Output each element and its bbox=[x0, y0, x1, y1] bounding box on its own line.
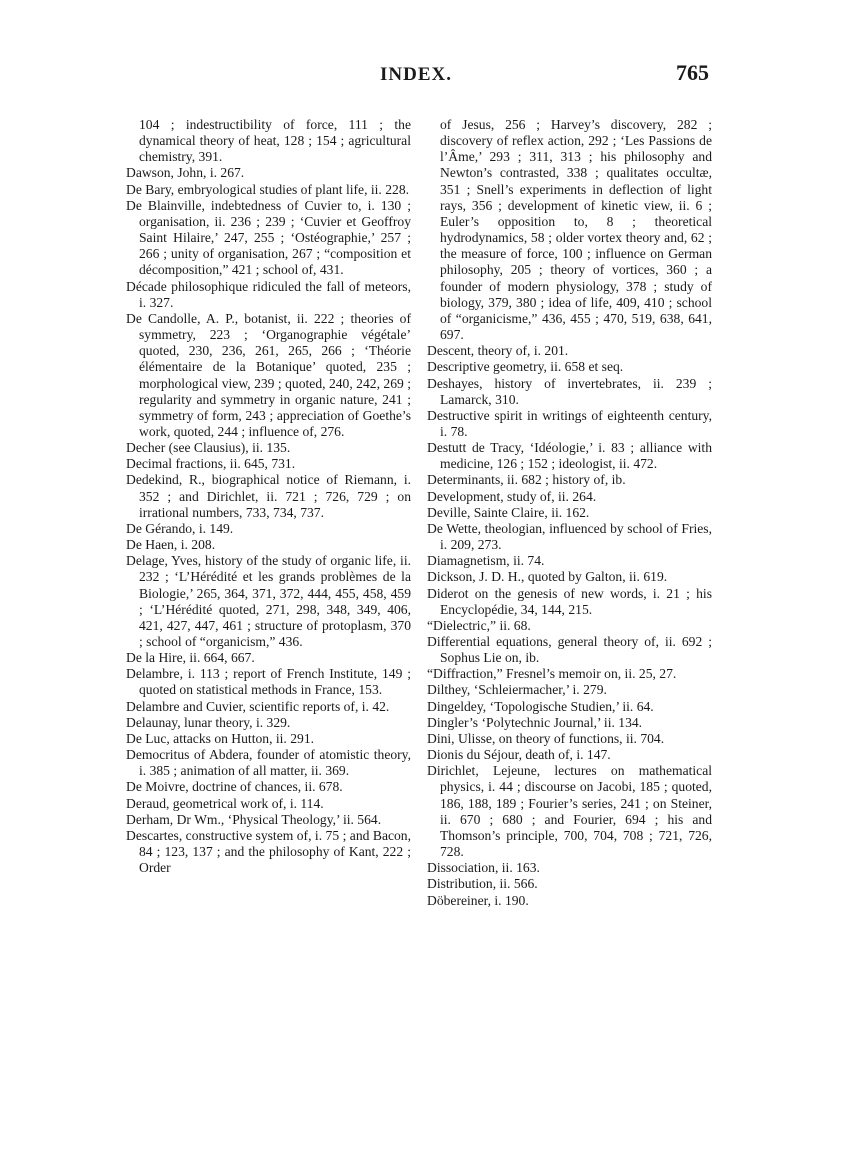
index-entry: Deville, Sainte Claire, ii. 162. bbox=[427, 504, 590, 520]
index-entry: Descriptive geometry, ii. 658 et seq. bbox=[427, 359, 624, 375]
index-entry: Delambre and Cuvier, scientific reports of, i. 42. bbox=[126, 698, 390, 714]
index-column-right bbox=[427, 117, 712, 909]
index-entry: Diamagnetism, ii. 74. bbox=[427, 553, 545, 569]
index-entry: Derham, Dr Wm., ‘Physical Theology,’ ii. 564. bbox=[126, 811, 382, 827]
index-entry: of Jesus, 256 ; Harvey’s discovery, 282 ; discovery of reflex action, 292 ; ‘Les Passions de l’Âme,’ 293 ; 311, 313 ; his philosophy and Newton’s contrasted, 338 ; qualitates occultæ, 351 ; Snell’s experiments in deflection of light rays, 356 ; development of kinetic view, ii. 6 ; Euler’s opposition to, 8 ; theoretical hydrodynamics, 58 ; older vortex theory and, 62 ; the measure of force, 100 ; influence on German philosophy, 205 ; theory of vortices, 360 ; a founder of modern physiology, 378 ; study of biology, 379, 380 ; idea of life, 409, 410 ; school of “organicisme,” 436, 455 ; 470, 519, 638, 641, 697. bbox=[440, 117, 712, 343]
index-entry: Delaunay, lunar theory, i. 329. bbox=[126, 714, 291, 730]
page-number: 765 bbox=[676, 60, 709, 85]
index-entry: Destructive spirit in writings of eighteenth century, i. 78. bbox=[427, 407, 712, 439]
index-entry: Descent, theory of, i. 201. bbox=[427, 343, 569, 359]
index-entry: Delage, Yves, history of the study of organic life, ii. 232 ; ‘L’Hérédité et les grands problèmes de la Biologie,’ 265, 364, 371, 372, 444, 455, 458, 459 ; ‘L’Hérédité quoted, 271, 298, 348, 349, 406, 421, 427, 447, 461 ; structure of protoplasm, 370 ; school of “organicism,” 436. bbox=[126, 553, 411, 649]
index-entry: Dingler’s ‘Polytechnic Journal,’ ii. 134. bbox=[427, 714, 643, 730]
index-entry: Distribution, ii. 566. bbox=[427, 876, 538, 892]
index-entry: Differential equations, general theory of, ii. 692 ; Sophus Lie on, ib. bbox=[427, 634, 712, 666]
index-entry: Dilthey, ‘Schleiermacher,’ i. 279. bbox=[427, 682, 607, 698]
index-entry: Diderot on the genesis of new words, i. 21 ; his Encyclopédie, 34, 144, 215. bbox=[427, 585, 712, 617]
index-entry: Democritus of Abdera, founder of atomistic theory, i. 385 ; animation of all matter, ii. 369. bbox=[126, 747, 411, 779]
page-title: INDEX. bbox=[380, 64, 452, 85]
index-entry: Development, study of, ii. 264. bbox=[427, 488, 597, 504]
index-entry: Destutt de Tracy, ‘Idéologie,’ i. 83 ; alliance with medicine, 126 ; 152 ; ideologist, ii. 472. bbox=[427, 440, 712, 472]
index-entry: De Luc, attacks on Hutton, ii. 291. bbox=[126, 730, 315, 746]
index-entry: Determinants, ii. 682 ; history of, ib. bbox=[427, 472, 626, 488]
index-entry: 104 ; indestructibility of force, 111 ; the dynamical theory of heat, 128 ; 154 ; agricultural chemistry, 391. bbox=[139, 117, 411, 165]
index-entry: Decimal fractions, ii. 645, 731. bbox=[126, 456, 296, 472]
index-entry: Décade philosophique ridiculed the fall of meteors, i. 327. bbox=[126, 278, 411, 310]
index-entry: Descartes, constructive system of, i. 75 ; and Bacon, 84 ; 123, 137 ; and the philosophy of Kant, 222 ; Order bbox=[126, 827, 411, 876]
index-entry: “Dielectric,” ii. 68. bbox=[427, 617, 531, 633]
index-entry: Deraud, geometrical work of, i. 114. bbox=[126, 795, 324, 811]
index-entry: De Blainville, indebtedness of Cuvier to, i. 130 ; organisation, ii. 236 ; 239 ; ‘Cuvier et Geoffroy Saint Hilaire,’ 247, 255 ; ‘Ostéographie,’ 257 ; 266 ; unity of organisation, 267 ; “composition et décomposition,” 421 ; school of, 431. bbox=[126, 197, 411, 278]
index-entry: “Diffraction,” Fresnel’s memoir on, ii. 25, 27. bbox=[427, 666, 677, 682]
index-column-left bbox=[126, 117, 411, 876]
index-entry: Dedekind, R., biographical notice of Riemann, i. 352 ; and Dirichlet, ii. 721 ; 726, 729 ; on irrational numbers, 733, 734, 737. bbox=[126, 472, 411, 520]
index-entry: Dionis du Séjour, death of, i. 147. bbox=[427, 747, 611, 763]
index-entry: Dickson, J. D. H., quoted by Galton, ii. 619. bbox=[427, 569, 668, 585]
index-entry: De Haen, i. 208. bbox=[126, 537, 216, 553]
index-entry: Döbereiner, i. 190. bbox=[427, 892, 529, 908]
index-entry: Deshayes, history of invertebrates, ii. 239 ; Lamarck, 310. bbox=[427, 375, 712, 407]
index-entry: De Candolle, A. P., botanist, ii. 222 ; theories of symmetry, 223 ; ‘Organographie végétale’ quoted, 230, 236, 261, 265, 266 ; ‘Théorie élémentaire de la Botanique’ quoted, 235 ; morphological view, 239 ; quoted, 240, 242, 269 ; regularity and symmetry in organic nature, 241 ; symmetry of form, 243 ; appreciation of Goethe’s work, quoted, 244 ; influence of, 276. bbox=[126, 310, 411, 439]
index-entry: De Bary, embryological studies of plant life, ii. 228. bbox=[126, 181, 410, 197]
index-entry: De la Hire, ii. 664, 667. bbox=[126, 650, 255, 666]
index-entry: Dawson, John, i. 267. bbox=[126, 165, 245, 181]
index-entry: De Wette, theologian, influenced by school of Fries, i. 209, 273. bbox=[427, 520, 712, 553]
index-entry: Dirichlet, Lejeune, lectures on mathematical physics, i. 44 ; discourse on Jacobi, 185 ; quoted, 186, 188, 189 ; Fourier’s series, 241 ; on Steiner, ii. 670 ; 680 ; and Fourier, 694 ; his and Thomson’s principle, 700, 704, 708 ; 721, 726, 728. bbox=[427, 763, 712, 860]
page-header bbox=[0, 60, 850, 94]
index-entry: Decher (see Clausius), ii. 135. bbox=[126, 440, 291, 456]
index-entry: Dini, Ulisse, on theory of functions, ii. 704. bbox=[427, 730, 665, 746]
index-entry: De Moivre, doctrine of chances, ii. 678. bbox=[126, 779, 343, 795]
index-entry: Dingeldey, ‘Topologische Studien,’ ii. 64. bbox=[427, 698, 654, 714]
index-entry: De Gérando, i. 149. bbox=[126, 520, 234, 536]
index-entry: Delambre, i. 113 ; report of French Institute, 149 ; quoted on statistical methods in France, 153. bbox=[126, 666, 411, 698]
index-entry: Dissociation, ii. 163. bbox=[427, 860, 540, 876]
